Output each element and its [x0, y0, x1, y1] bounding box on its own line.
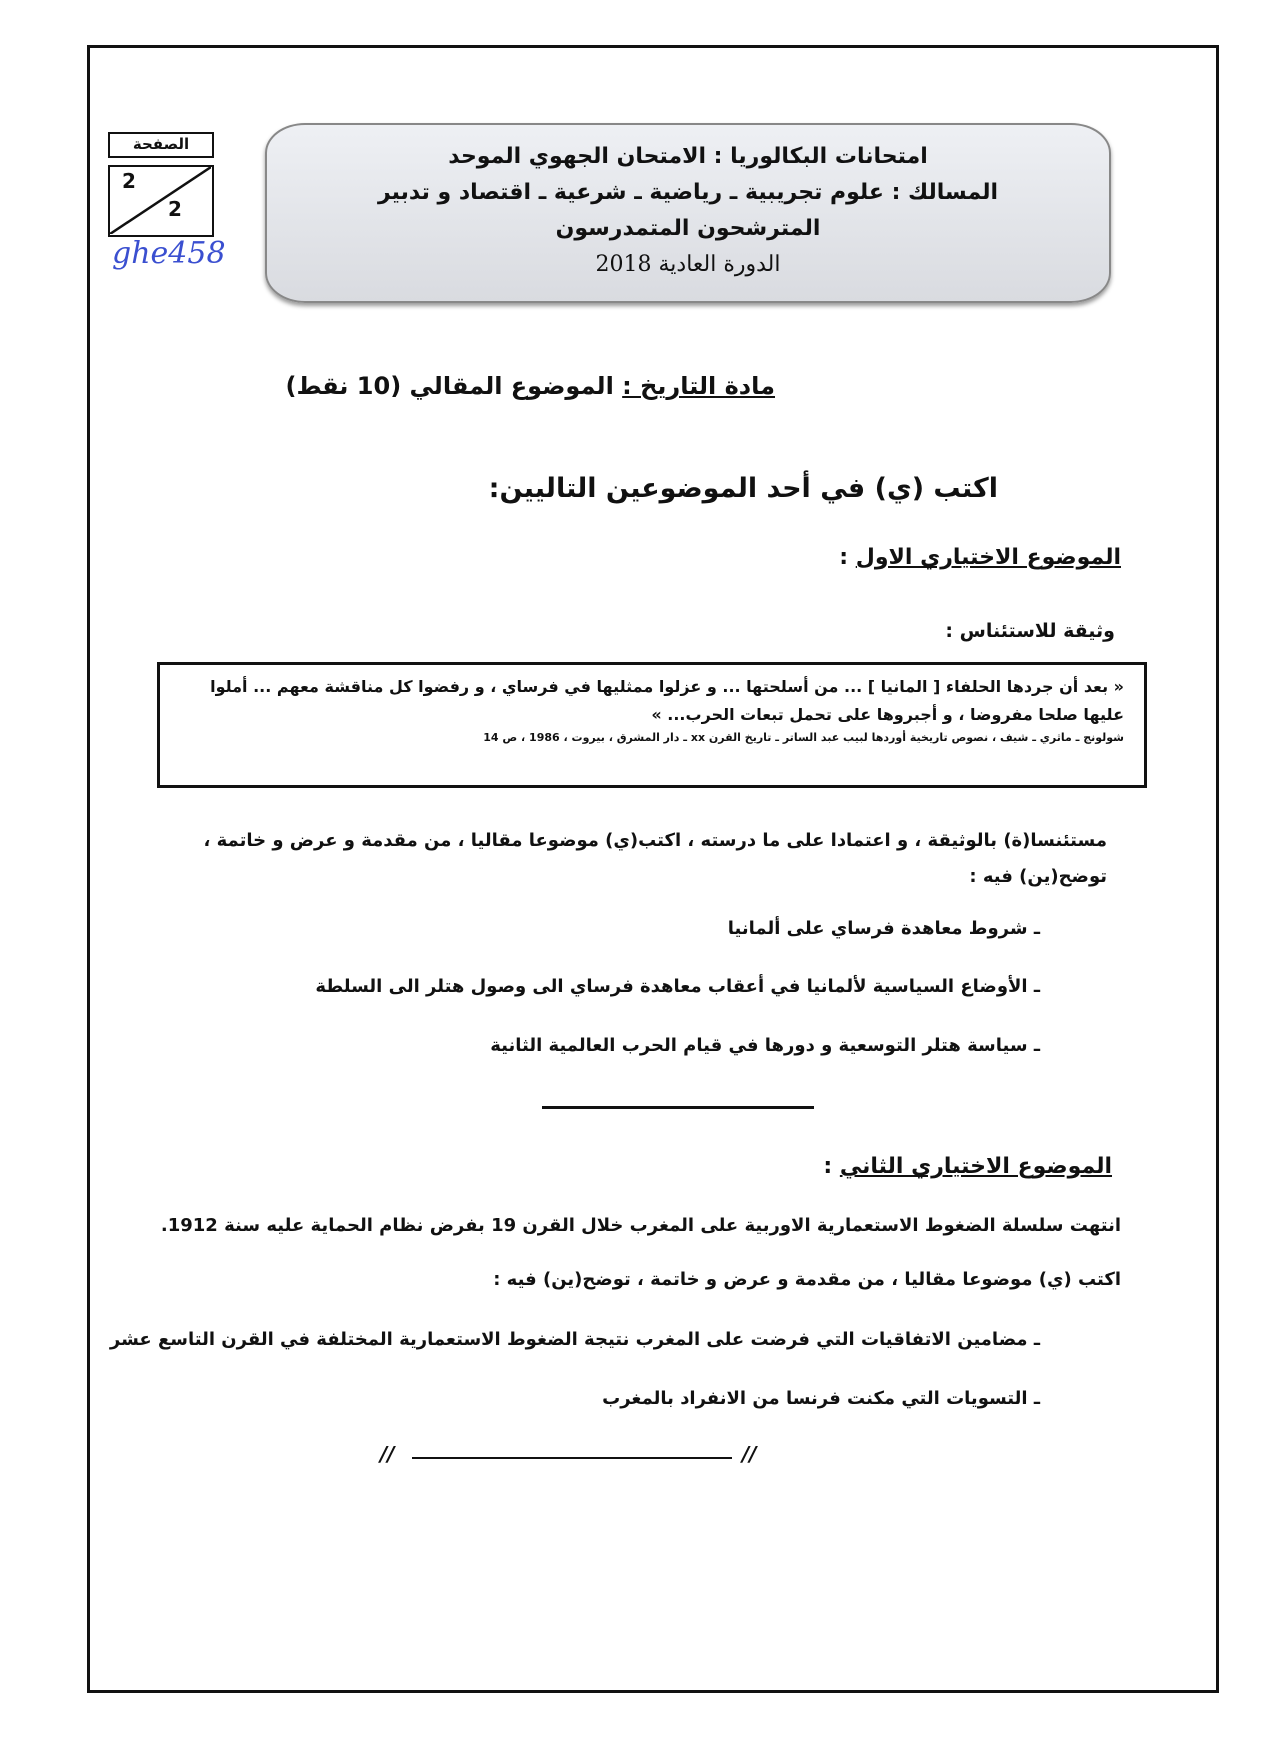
document-quote: « بعد أن جردها الحلفاء [ المانيا ] ... من أسلحتها ... و عزلوا ممثليها في فرساي ، و رفضوا كل مناقشة معهم ... أملوا عليها صلحا مفروضا ، و أجبروها على تحمل تبعات الحرب... »	[210, 677, 1124, 724]
subject-points: الموضوع المقالي (10 نقط)	[285, 372, 623, 400]
option1-heading: الموضوع الاختياري الاول :	[839, 545, 1121, 570]
exam-header	[265, 123, 1111, 303]
page-total: 2	[168, 197, 182, 221]
doc-label: وثيقة للاستئناس :	[945, 620, 1115, 642]
page-label: الصفحة	[108, 132, 214, 158]
end-mark-right: //	[742, 1442, 757, 1466]
header-line-1: امتحانات البكالوريا : الامتحان الجهوي الموحد	[448, 144, 928, 169]
page-current: 2	[122, 169, 136, 193]
option2-point: ـ مضامين الاتفاقيات التي فرضت على المغرب نتيجة الضغوط الاستعمارية المختلفة في القرن التاسع عشر	[109, 1329, 1040, 1350]
option2-heading-text: الموضوع الاختياري الثاني	[839, 1154, 1112, 1179]
end-line	[412, 1457, 732, 1459]
option2-point: ـ التسويات التي مكنت فرنسا من الانفراد بالمغرب	[602, 1388, 1040, 1409]
page-number-box	[108, 165, 214, 237]
option1-point: ـ شروط معاهدة فرساي على ألمانيا	[727, 918, 1040, 939]
end-mark-left: //	[380, 1442, 395, 1466]
option1-heading-text: الموضوع الاختياري الاول	[855, 545, 1121, 570]
option1-task: مستئنسا(ة) بالوثيقة ، و اعتمادا على ما درسته ، اكتب(ي) موضوعا مقاليا ، من مقدمة و عرض و خاتمة ، توضح(ين) فيه :	[203, 830, 1107, 887]
separator-line	[542, 1106, 814, 1109]
header-line-4: الدورة العادية 2018	[595, 252, 781, 277]
option1-point: ـ سياسة هتلر التوسعية و دورها في قيام الحرب العالمية الثانية	[490, 1035, 1040, 1056]
option2-task: اكتب (ي) موضوعا مقاليا ، من مقدمة و عرض و خاتمة ، توضح(ين) فيه :	[493, 1269, 1121, 1290]
document-source: شولونج ـ ماثري ـ شيف ، نصوص تاريخية أوردها لبيب عبد الساتر ـ تاريخ القرن xx ـ دار المشرق ، بيروت ، 1986 ، ص 14	[483, 731, 1124, 744]
subject-label: مادة التاريخ :	[622, 372, 775, 400]
option1-point: ـ الأوضاع السياسية لألمانيا في أعقاب معاهدة فرساي الى وصول هتلر الى السلطة	[315, 976, 1040, 997]
document-box	[157, 662, 1147, 788]
option2-intro: انتهت سلسلة الضغوط الاستعمارية الاوربية على المغرب خلال القرن 19 بفرض نظام الحماية عليه سنة 1912.	[160, 1215, 1121, 1236]
handwritten-code: ghe458	[112, 236, 226, 271]
option2-heading: الموضوع الاختياري الثاني :	[823, 1154, 1112, 1179]
header-line-3: المترشحون المتمدرسون	[555, 216, 821, 241]
subject-title	[285, 372, 775, 400]
instruction: اكتب (ي) في أحد الموضوعين التاليين:	[488, 473, 998, 504]
header-line-2: المسالك : علوم تجريبية ـ رياضية ـ شرعية ـ اقتصاد و تدبير	[377, 180, 998, 205]
